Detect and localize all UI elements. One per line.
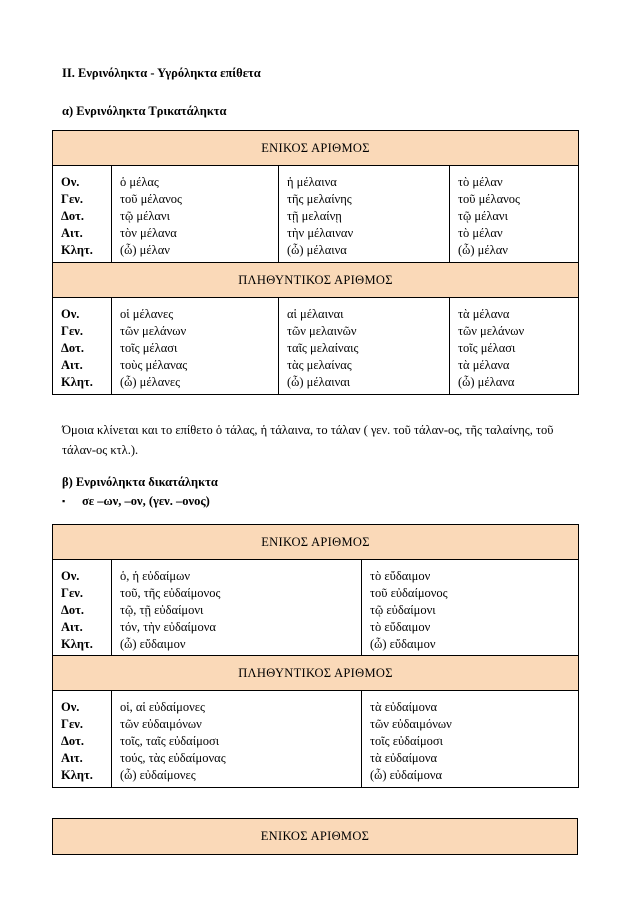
form-cell: τοῦ μέλανος [458, 192, 520, 206]
neuter-singular-column [362, 560, 579, 656]
case-labels [53, 298, 112, 395]
form-cell: τῷ, τῇ εὐδαίμονι [120, 603, 204, 617]
feminine-singular-column [279, 166, 450, 263]
form-cell: τόν, τὴν εὐδαίμονα [120, 620, 216, 634]
form-cell: τοῖς μέλασι [458, 341, 516, 355]
singular-header: ΕΝΙΚΟΣ ΑΡΙΘΜΟΣ [53, 819, 578, 855]
case-label: Δοτ. [61, 734, 84, 748]
form-cell: τοῦ, τῆς εὐδαίμονος [120, 586, 221, 600]
form-cell: τὸ εὔδαιμον [370, 620, 431, 634]
form-cell: τῶν μελάνων [458, 324, 525, 338]
form-cell: τῶν μελάνων [120, 324, 187, 338]
case-label: Γεν. [61, 324, 84, 338]
case-label: Ον. [61, 700, 80, 714]
form-cell: ὁ, ἡ εὐδαίμων [120, 569, 190, 583]
singular-header: ΕΝΙΚΟΣ ΑΡΙΘΜΟΣ [53, 131, 579, 166]
subsection-b-title: β) Ενρινόληκτα δικατάληκτα [62, 475, 218, 489]
form-cell: τοῖς μέλασι [120, 341, 178, 355]
form-cell: (ὦ) εὔδαιμον [370, 637, 436, 651]
paragraph-line: Όμοια κλίνεται και το επίθετο ὁ τάλας, ἡ τάλαινα, το τάλαν ( γεν. τοῦ τάλαν-ος, τῆς ταλαίνης, τοῦ [62, 423, 554, 437]
bullet-item [62, 494, 210, 509]
form-cell: ταῖς μελαίναις [287, 341, 359, 355]
case-label: Γεν. [61, 586, 84, 600]
form-cell: τὰ μέλανα [458, 307, 510, 321]
form-cell: τῷ μέλανι [120, 209, 170, 223]
form-cell: τῷ εὐδαίμονι [370, 603, 436, 617]
form-cell: (ὦ) εὐδαίμονες [120, 768, 196, 782]
case-label: Δοτ. [61, 603, 84, 617]
form-cell: τὴν μέλαιναν [287, 226, 354, 240]
form-cell: τοῖς, ταῖς εὐδαίμοσι [120, 734, 220, 748]
declension-table-2 [52, 524, 579, 788]
case-labels [53, 691, 112, 788]
feminine-plural-column [279, 298, 450, 395]
form-cell: τούς, τὰς εὐδαίμονας [120, 751, 226, 765]
form-cell: τοῖς εὐδαίμοσι [370, 734, 444, 748]
form-cell: τὸν μέλανα [120, 226, 177, 240]
case-label: Γεν. [61, 717, 84, 731]
form-cell: (ὦ) εὐδαίμονα [370, 768, 443, 782]
form-cell: τὸ εὔδαιμον [370, 569, 431, 583]
plural-header: ΠΛΗΘΥΝΤΙΚΟΣ ΑΡΙΘΜΟΣ [53, 656, 579, 691]
form-cell: (ὦ) μέλαν [120, 243, 170, 257]
form-cell: τὰς μελαίνας [287, 358, 352, 372]
form-cell: τῇ μελαίνῃ [287, 209, 342, 223]
form-cell: τοῦ μέλανος [120, 192, 182, 206]
form-cell: οἱ μέλανες [120, 307, 174, 321]
declension-table-1 [52, 130, 579, 395]
case-label: Αιτ. [61, 620, 83, 634]
case-label: Γεν. [61, 192, 84, 206]
form-cell: τῆς μελαίνης [287, 192, 352, 206]
bullet-icon: ▪ [62, 496, 66, 506]
masculine-singular-column [112, 166, 279, 263]
case-labels [53, 166, 112, 263]
form-cell: τῶν εὐδαιμόνων [120, 717, 202, 731]
neuter-plural-column [362, 691, 579, 788]
form-cell: τοὺς μέλανας [120, 358, 188, 372]
form-cell: αἱ μέλαιναι [287, 307, 344, 321]
form-cell: τὰ εὐδαίμονα [370, 751, 438, 765]
neuter-plural-column [450, 298, 579, 395]
form-cell: τὰ μέλανα [458, 358, 510, 372]
case-label: Αιτ. [61, 226, 83, 240]
subsection-a-title: α) Ενρινόληκτα Τρικατάληκτα [62, 104, 227, 118]
declension-table-3 [52, 818, 578, 855]
note-paragraph [62, 420, 582, 460]
masc-fem-plural-column [112, 691, 362, 788]
form-cell: ὁ μέλας [120, 175, 159, 189]
case-labels [53, 560, 112, 656]
masculine-plural-column [112, 298, 279, 395]
case-label: Ον. [61, 307, 80, 321]
form-cell: ἡ μέλαινα [287, 175, 337, 189]
form-cell: τὸ μέλαν [458, 175, 503, 189]
plural-header: ΠΛΗΘΥΝΤΙΚΟΣ ΑΡΙΘΜΟΣ [53, 263, 579, 298]
form-cell: τῶν μελαινῶν [287, 324, 357, 338]
singular-header: ΕΝΙΚΟΣ ΑΡΙΘΜΟΣ [53, 525, 579, 560]
form-cell: τὰ εὐδαίμονα [370, 700, 438, 714]
form-cell: τοῦ εὐδαίμονος [370, 586, 448, 600]
form-cell: (ὦ) μέλανες [120, 375, 181, 389]
form-cell: (ὦ) μέλαν [458, 243, 508, 257]
form-cell: (ὦ) μέλαιναι [287, 375, 351, 389]
case-label: Ον. [61, 569, 80, 583]
masc-fem-singular-column [112, 560, 362, 656]
form-cell: τὸ μέλαν [458, 226, 503, 240]
neuter-singular-column [450, 166, 579, 263]
case-label: Κλητ. [61, 375, 93, 389]
form-cell: τῷ μέλανι [458, 209, 508, 223]
case-label: Δοτ. [61, 209, 84, 223]
case-label: Κλητ. [61, 637, 93, 651]
case-label: Αιτ. [61, 751, 83, 765]
form-cell: (ὦ) εὔδαιμον [120, 637, 186, 651]
case-label: Κλητ. [61, 243, 93, 257]
bullet-text: σε –ων, –ον, (γεν. –ονος) [82, 494, 210, 508]
form-cell: (ὦ) μέλαινα [287, 243, 347, 257]
case-label: Κλητ. [61, 768, 93, 782]
case-label: Ον. [61, 175, 80, 189]
case-label: Δοτ. [61, 341, 84, 355]
section-title: ΙΙ. Ενρινόληκτα - Υγρόληκτα επίθετα [62, 66, 261, 80]
form-cell: (ὦ) μέλανα [458, 375, 515, 389]
form-cell: οἱ, αἱ εὐδαίμονες [120, 700, 205, 714]
paragraph-line: τάλαν-ος κτλ.). [62, 443, 139, 457]
form-cell: τῶν εὐδαιμόνων [370, 717, 452, 731]
case-label: Αιτ. [61, 358, 83, 372]
